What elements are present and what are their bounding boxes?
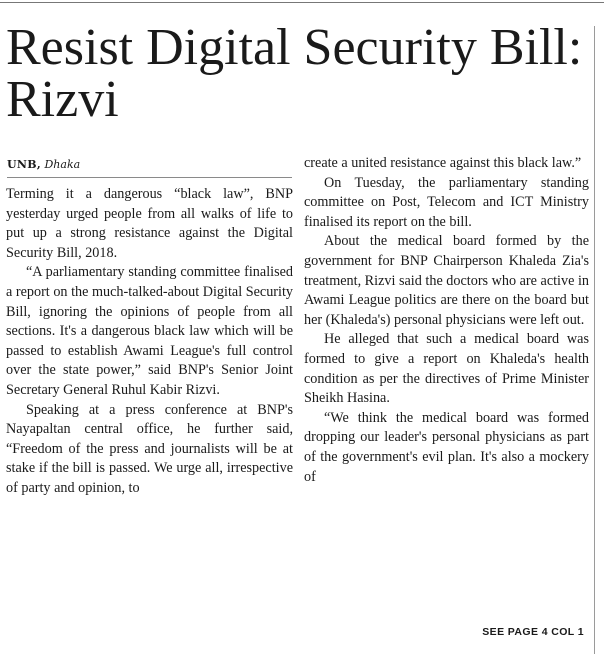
paragraph: On Tuesday, the parliamentary standing committee on Post, Telecom and ICT Ministry finalised its report on the bill.: [304, 174, 589, 230]
paragraph: Speaking at a press conference at BNP's Nayapaltan central office, he further said, “Freedom of the press and journalists will be at stake if the bill is passed. We urge all, irrespective of party and opinion, to: [6, 401, 293, 496]
byline-location: Dhaka: [44, 158, 81, 171]
paragraph: He alleged that such a medical board was formed to give a report on Khaleda's health condition as per the directives of Prime Minister Sheikh Hasina.: [304, 331, 589, 407]
right-column: [304, 154, 589, 487]
jump-line: SEE PAGE 4 COL 1: [482, 626, 584, 638]
top-rule: [0, 2, 604, 3]
paragraph: “We think the medical board was formed dropping our leader's personal physicians as part of the government's evil plan. It's also a mockery of: [304, 409, 589, 485]
byline-agency: UNB,: [7, 158, 41, 171]
paragraph: Terming it a dangerous “black law”, BNP yesterday urged people from all walks of life to put up a strong resistance against the Digital Security Bill, 2018.: [6, 186, 293, 261]
byline: [7, 158, 292, 172]
left-column: [6, 185, 293, 499]
headline: Resist Digital Security Bill: Rizvi: [6, 19, 583, 128]
paragraph: About the medical board formed by the government for BNP Chairperson Khaleda Zia's treatment, Rizvi said the doctors who are active in Awami League politics are there on the board but her (Khaleda's) personal physicians were left out.: [304, 233, 589, 328]
paragraph: “A parliamentary standing committee finalised a report on the much-talked-about Digital Security Bill, ignoring the opinions of people from all sections. It's a dangerous black law which will be passed to establish Awami League's full control over the state power,” said BNP's Senior Joint Secretary General Ruhul Kabir Rizvi.: [6, 264, 293, 398]
byline-rule: [7, 177, 292, 178]
paragraph: create a united resistance against this black law.”: [304, 155, 582, 171]
column-rule: [594, 26, 595, 654]
